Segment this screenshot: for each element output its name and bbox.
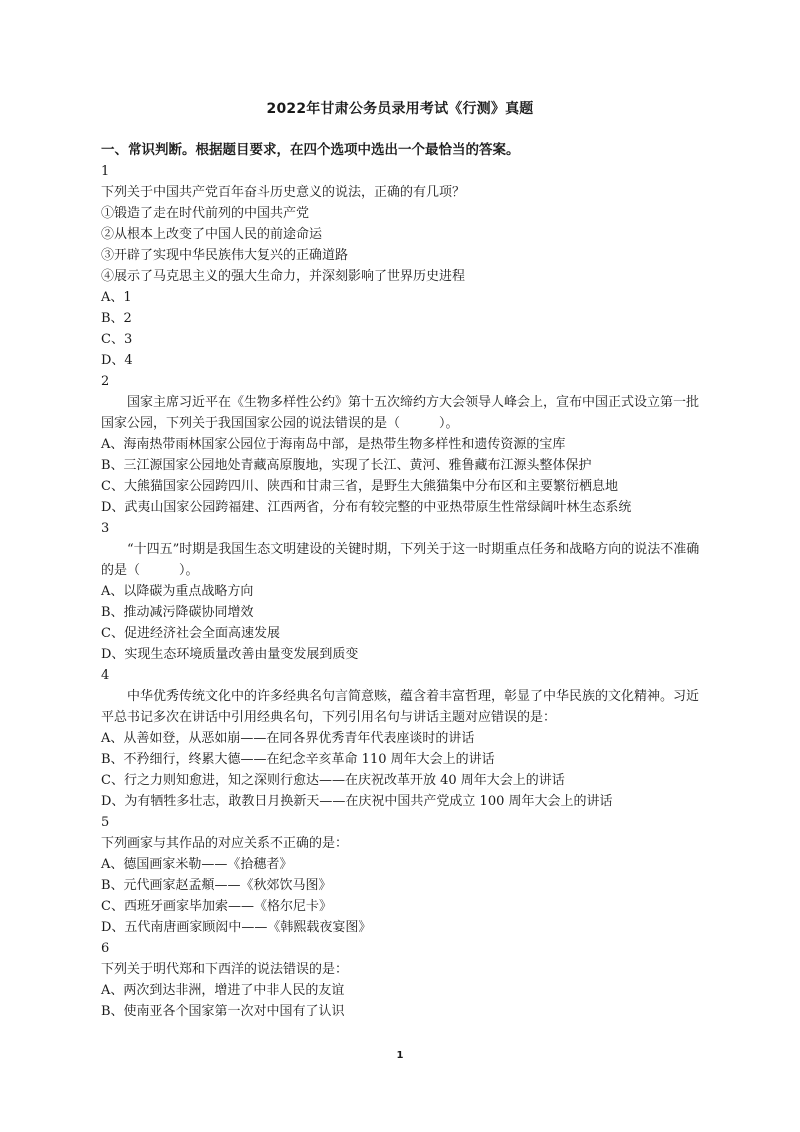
question-number: 1 — [101, 164, 110, 179]
option-b: B、不矜细行，终累大德——在纪念辛亥革命 110 周年大会上的讲话 — [101, 752, 495, 767]
question-number: 2 — [101, 374, 110, 389]
question-number: 5 — [101, 815, 110, 830]
statement-item: ④展示了马克思主义的强大生命力，并深刻影响了世界历史进程 — [101, 269, 466, 284]
option-d: D、4 — [101, 353, 133, 368]
question-2 — [101, 371, 701, 518]
question-stem: 下列关于中国共产党百年奋斗历史意义的说法，正确的有几项？ — [101, 185, 466, 200]
option-c: C、促进经济社会全面高速发展 — [101, 626, 280, 641]
question-4 — [101, 665, 701, 812]
option-b: B、三江源国家公园地处青藏高原腹地，实现了长江、黄河、雅鲁藏布江源头整体保护 — [101, 458, 592, 473]
document-body — [101, 140, 701, 1022]
option-b: B、推动减污降碳协同增效 — [101, 605, 254, 620]
option-d: D、五代南唐画家顾闳中——《韩熙载夜宴图》 — [101, 920, 372, 935]
question-number: 6 — [101, 941, 110, 956]
question-stem: 国家主席习近平在《生物多样性公约》第十五次缔约方大会领导人峰会上，宣布中国正式设立第一批国家公园，下列关于我国国家公园的说法错误的是（ ）。 — [101, 395, 700, 431]
section-header: 一、常识判断。根据题目要求，在四个选项中选出一个最恰当的答案。 — [101, 142, 520, 158]
option-b: B、使南亚各个国家第一次对中国有了认识 — [101, 1004, 345, 1019]
option-a: A、德国画家米勒——《拾穗者》 — [101, 857, 293, 872]
question-1 — [101, 161, 701, 371]
option-c: C、大熊猫国家公园跨四川、陕西和甘肃三省，是野生大熊猫集中分布区和主要繁衍栖息地 — [101, 479, 618, 494]
document-title: 2022年甘肃公务员录用考试《行测》真题 — [266, 101, 534, 117]
question-stem: 下列关于明代郑和下西洋的说法错误的是： — [101, 962, 349, 977]
option-d: D、武夷山国家公园跨福建、江西两省，分布有较完整的中亚热带原生性常绿阔叶林生态系统 — [101, 500, 632, 515]
option-d: D、实现生态环境质量改善由量变发展到质变 — [101, 647, 359, 662]
statement-item: ②从根本上改变了中国人民的前途命运 — [101, 227, 323, 242]
question-number: 4 — [101, 668, 110, 683]
option-d: D、为有牺牲多壮志，敢教日月换新天——在庆祝中国共产党成立 100 周年大会上的讲话 — [101, 794, 613, 809]
option-b: B、元代画家赵孟頫——《秋郊饮马图》 — [101, 878, 332, 893]
statement-item: ③开辟了实现中华民族伟大复兴的正确道路 — [101, 248, 349, 263]
question-3 — [101, 518, 701, 665]
question-5 — [101, 812, 701, 938]
option-a: A、以降碳为重点战略方向 — [101, 584, 254, 599]
option-c: C、行之力则知愈进，知之深则行愈达——在庆祝改革开放 40 周年大会上的讲话 — [101, 773, 565, 788]
option-b: B、2 — [101, 311, 132, 326]
option-a: A、从善如登，从恶如崩——在同各界优秀青年代表座谈时的讲话 — [101, 731, 475, 746]
option-c: C、西班牙画家毕加索——《格尔尼卡》 — [101, 899, 332, 914]
option-a: A、1 — [101, 290, 132, 305]
question-stem: “十四五”时期是我国生态文明建设的关键时期，下列关于这一时期重点任务和战略方向的说法不准确的是（ ）。 — [101, 542, 700, 578]
question-6 — [101, 938, 701, 1022]
option-a: A、两次到达非洲，增进了中非人民的友谊 — [101, 983, 345, 998]
page-number: 1 — [396, 1050, 404, 1061]
statement-item: ①锻造了走在时代前列的中国共产党 — [101, 206, 310, 221]
question-stem: 下列画家与其作品的对应关系不正确的是： — [101, 836, 349, 851]
option-a: A、海南热带雨林国家公园位于海南岛中部，是热带生物多样性和遗传资源的宝库 — [101, 437, 566, 452]
option-c: C、3 — [101, 332, 133, 347]
question-stem: 中华优秀传统文化中的许多经典名句言简意赅，蕴含着丰富哲理，彰显了中华民族的文化精神。习近平总书记多次在讲话中引用经典名句，下列引用名句与讲话主题对应错误的是： — [101, 689, 700, 725]
question-number: 3 — [101, 521, 110, 536]
